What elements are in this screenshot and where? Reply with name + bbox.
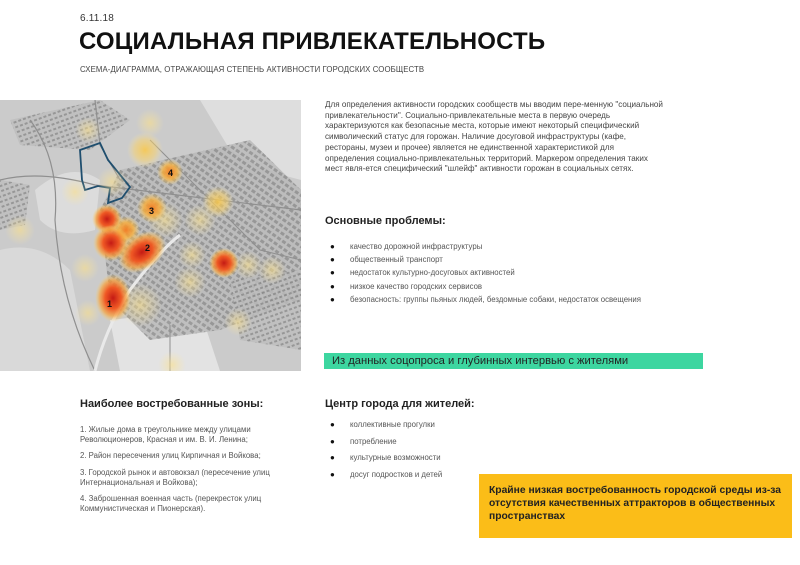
list-item <box>330 293 690 306</box>
bullet-icon: ● <box>330 281 335 291</box>
center-text: коллективные прогулки <box>350 420 435 429</box>
map-marker-3: 3 <box>149 206 155 216</box>
list-item <box>330 417 490 434</box>
center-text: культурные возможности <box>350 453 441 462</box>
problems-heading: Основные проблемы: <box>325 215 446 227</box>
hotspot <box>174 266 206 298</box>
hotspot <box>127 132 163 168</box>
hotspot <box>61 178 89 206</box>
list-item <box>330 467 490 484</box>
city-center-list <box>330 417 490 483</box>
problem-text: общественный транспорт <box>350 255 443 265</box>
list-item <box>330 280 690 293</box>
intro-paragraph: Для определения активности городских сообществ мы вводим пере-менную "социальной привлекательности". Социально-привлекательные места в первую очередь характеризуются как безопасные места, которые имеют некоторый специфический символический статус для горожан. Наличие досуговой инфраструктуры (кафе, рестораны, музеи и прочее) является не единственной характеристикой для определения социально-привлекательных территорий. Маркером определения таких мест явля-ется специфический "шлейф" активности горожан в социальных сетях. <box>325 100 663 174</box>
date-label: 6.11.18 <box>80 13 115 24</box>
heatmap-aerial-map <box>0 100 301 371</box>
hotspot <box>258 256 286 284</box>
zone-item: 1. Жилые дома в треугольнике между улицами Революционеров, Красная и им. В. И. Ленина; <box>80 425 251 445</box>
problems-list <box>330 240 690 306</box>
map-marker-1: 1 <box>107 299 113 309</box>
bullet-icon: ● <box>330 469 335 479</box>
problem-text: недостаток культурно-досуговых активностей <box>350 268 515 278</box>
list-item <box>330 434 490 451</box>
bullet-icon: ● <box>330 255 335 265</box>
hotspot <box>224 308 252 336</box>
hotspot <box>202 186 234 218</box>
map-marker-2: 2 <box>145 243 151 253</box>
bullet-icon: ● <box>330 420 335 429</box>
hotspot <box>5 215 35 245</box>
page-title: СОЦИАЛЬНАЯ ПРИВЛЕКАТЕЛЬНОСТЬ <box>79 28 546 55</box>
bullet-icon: ● <box>330 242 335 251</box>
map-svg <box>0 100 301 371</box>
list-item <box>330 253 690 266</box>
survey-source-band: Из данных соцопроса и глубинных интервью с жителями <box>324 353 703 369</box>
hotspot <box>178 241 206 269</box>
bullet-icon: ● <box>330 436 335 446</box>
hotspot <box>75 117 101 143</box>
zones-list <box>80 425 310 520</box>
center-text: досуг подростков и детей <box>350 469 443 479</box>
conclusion-callout: Крайне низкая востребованность городской среды из-за отсутствия качественных аттракторов в общественных пространствах <box>479 474 792 538</box>
page-subtitle: СХЕМА-ДИАГРАММА, ОТРАЖАЮЩАЯ СТЕПЕНЬ АКТИВНОСТИ ГОРОДСКИХ СООБЩЕСТВ <box>80 65 425 74</box>
list-item <box>330 266 690 279</box>
problem-text: качество дорожной инфраструктуры <box>350 242 483 251</box>
zone-item: 2. Район пересечения улиц Кирпичная и Войкова; <box>80 451 261 461</box>
zone-item: 3. Городской рынок и автовокзал (пересечение улиц Интернациональная и Войкова); <box>80 467 270 487</box>
hotspot <box>97 167 127 197</box>
map-marker-4: 4 <box>168 168 174 178</box>
zones-heading: Наиболее востребованные зоны: <box>80 398 264 410</box>
hotspot <box>71 254 99 282</box>
problem-text: безопасность: группы пьяных людей, бездомные собаки, недостаток освещения <box>350 294 641 304</box>
zone-item: 4. Заброшенная военная часть (перекресток улиц Коммунистическая и Пионерская). <box>80 494 262 514</box>
problem-text: низкое качество городских сервисов <box>350 281 483 291</box>
center-text: потребление <box>350 436 397 446</box>
city-center-heading: Центр города для жителей: <box>325 398 475 410</box>
list-item <box>330 240 690 253</box>
list-item <box>330 450 490 467</box>
bullet-icon: ● <box>330 268 335 278</box>
bullet-icon: ● <box>330 453 335 462</box>
hotspot <box>209 248 239 278</box>
hotspot <box>95 274 131 322</box>
bullet-icon: ● <box>330 294 335 304</box>
